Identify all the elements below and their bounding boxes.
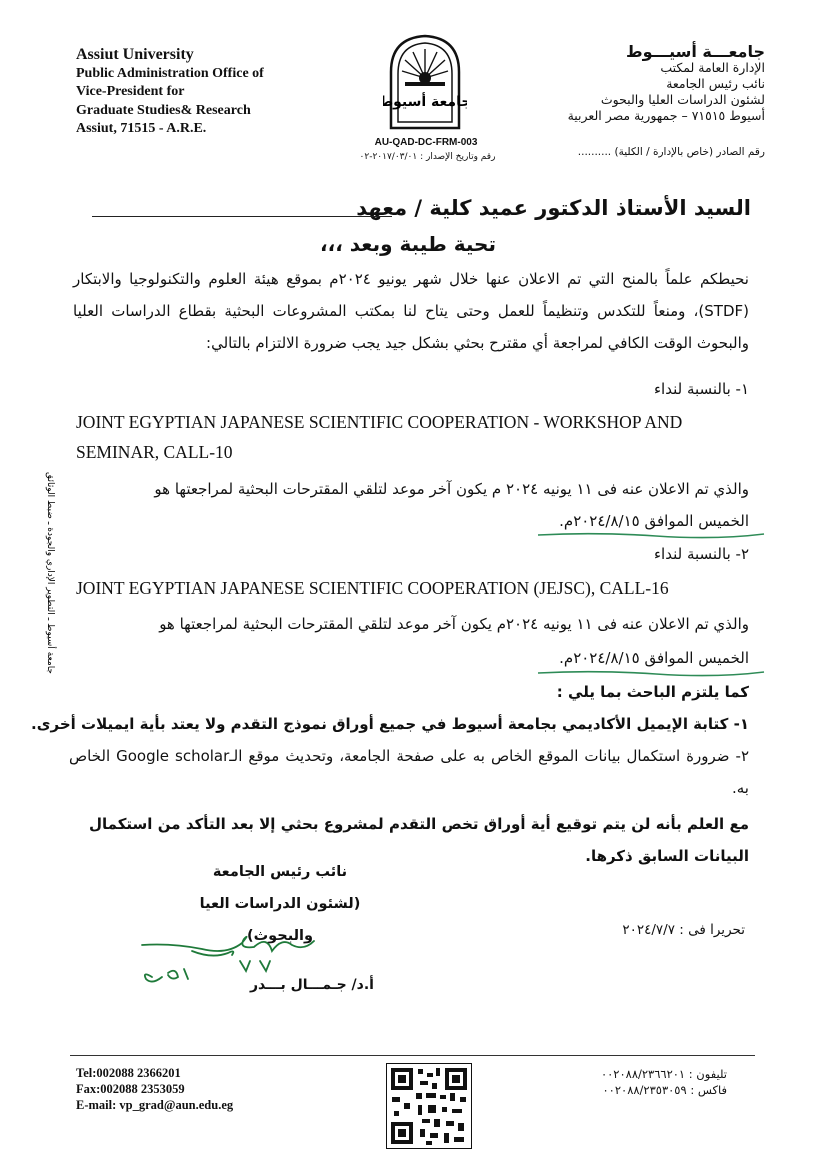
- office-vp-ar: نائب رئيس الجامعة: [666, 76, 765, 91]
- sender-number: رقم الصادر (خاص بالإدارة / الكلية) ..........: [577, 146, 765, 158]
- office-dept-ar: لشئون الدراسات العليا والبحوث: [600, 92, 765, 107]
- footer-tel-ar: تليفون : ٠٠٢٠٨٨/٢٣٦٦٢٠١: [600, 1067, 727, 1081]
- addressee-blank-line: [92, 216, 392, 217]
- address-en: Assiut, 71515 - A.R.E.: [76, 121, 207, 136]
- footer-contacts-ar: [601, 1066, 727, 1098]
- requirements-intro: كما يلتزم الباحث بما يلي :: [556, 683, 749, 701]
- english-letterhead: [76, 46, 264, 139]
- signatory-title-line1: نائب رئيس الجامعة: [212, 864, 348, 880]
- footer-divider: [70, 1055, 755, 1056]
- footer-contacts-en: [76, 1065, 233, 1113]
- item2-text: والذي تم الاعلان عنه فى ١١ يونيه ٢٠٢٤م يكون آخر موعد لتلقي المقترحات البحثية لمراجعتها هو: [159, 615, 749, 633]
- requirement-2: ٢- ضرورة استكمال بيانات الموقع الخاص به على صفحة الجامعة، وتحديث موقع الـGoogle scholar الخاص به.: [69, 747, 749, 797]
- logo-lettering: جامعة أسيوط: [383, 94, 467, 110]
- office-name-en: Public Administration Office of: [76, 65, 264, 81]
- signatory-title-line2: (لشئون الدراسات العيا والبحوث): [199, 896, 361, 944]
- item1-deadline: الخميس الموافق ٢٠٢٤/٨/١٥م.: [559, 512, 749, 530]
- footer-tel: Tel:002088 2366201: [76, 1066, 181, 1080]
- office-name-ar: الإدارة العامة لمكتب: [660, 60, 765, 75]
- item2-label: ٢- بالنسبة لنداء: [654, 545, 749, 563]
- qr-code: [386, 1063, 472, 1149]
- footer-email[interactable]: E-mail: vp_grad@aun.edu.eg: [76, 1098, 234, 1112]
- university-name-en: Assiut University: [76, 46, 194, 63]
- footer-fax-ar: فاكس : ٠٠٢٠٨٨/٢٣٥٣٠٥٩: [602, 1083, 727, 1097]
- footer-fax: Fax:002088 2353059: [76, 1082, 185, 1096]
- item1-label: ١- بالنسبة لنداء: [654, 380, 749, 398]
- requirement-1: ١- كتابة الإيميل الأكاديمي بجامعة أسيوط في جميع أوراق نموذج التقدم ولا يعتد بأية ايميلات أخرى.: [31, 715, 749, 733]
- side-margin-text: [30, 470, 60, 700]
- issue-date: رقم وتاريخ الإصدار : ٢٠١٧/٠٣/٠١-٠٢: [359, 152, 496, 162]
- university-logo: [383, 32, 467, 132]
- office-vp-en: Vice-President for: [76, 84, 185, 99]
- university-name-ar: جامعـــة أسيـــوط: [626, 42, 765, 61]
- signatory-name: أ.د/ جـمـــال بـــدر: [250, 977, 374, 993]
- arabic-letterhead: [568, 44, 765, 124]
- item1-text: والذي تم الاعلان عنه فى ١١ يونيه ٢٠٢٤ م يكون آخر موعد لتلقي المقترحات البحثية لمراجعتها هو: [154, 480, 749, 498]
- closing-note: مع العلم بأنه لن يتم توقيع أية أوراق تخص التقدم لمشروع بحثي إلا بعد التأكد من استكمال البيانات السابق ذكرها.: [89, 815, 749, 865]
- item1-call-name: JOINT EGYPTIAN JAPANESE SCIENTIFIC COOPERATION - WORKSHOP AND SEMINAR, CALL-10: [76, 412, 683, 462]
- side-margin-label: جامعة أسيوط ـ التطوير الإداري والجودة ـ ضبط الوثائق: [45, 472, 55, 674]
- addressee: السيد الأستاذ الدكتور عميد كلية / معهد: [356, 196, 751, 220]
- greeting: تحية طيبة وبعد ،،،: [320, 232, 496, 256]
- intro-paragraph: نحيطكم علماً بالمنح التي تم الاعلان عنها خلال شهر يونيو ٢٠٢٤م بموقع هيئة العلوم والتكنولوجيا والابتكار (STDF)، ومنعاً للتكدس وتنظيماً للعمل وحتى يتاح لنا بمكتب المشروعات البحثية بقطاع الدراسات العليا والبحوث الوقت الكافي لمراجعة أي مقترح بحثي بشكل جيد يجب ضرورة الالتزام بالتالي:: [73, 270, 749, 352]
- office-dept-en: Graduate Studies& Research: [76, 102, 251, 118]
- item2-deadline: الخميس الموافق ٢٠٢٤/٨/١٥م.: [559, 649, 749, 667]
- item2-call-name: JOINT EGYPTIAN JAPANESE SCIENTIFIC COOPERATION (JEJSC), CALL-16: [76, 578, 669, 598]
- address-ar: أسيوط ٧١٥١٥ – جمهورية مصر العربية: [567, 108, 765, 123]
- form-code: AU-QAD-DC-FRM-003: [374, 137, 478, 148]
- letter-date: تحريرا فى : ٢٠٢٤/٧/٧: [622, 922, 745, 938]
